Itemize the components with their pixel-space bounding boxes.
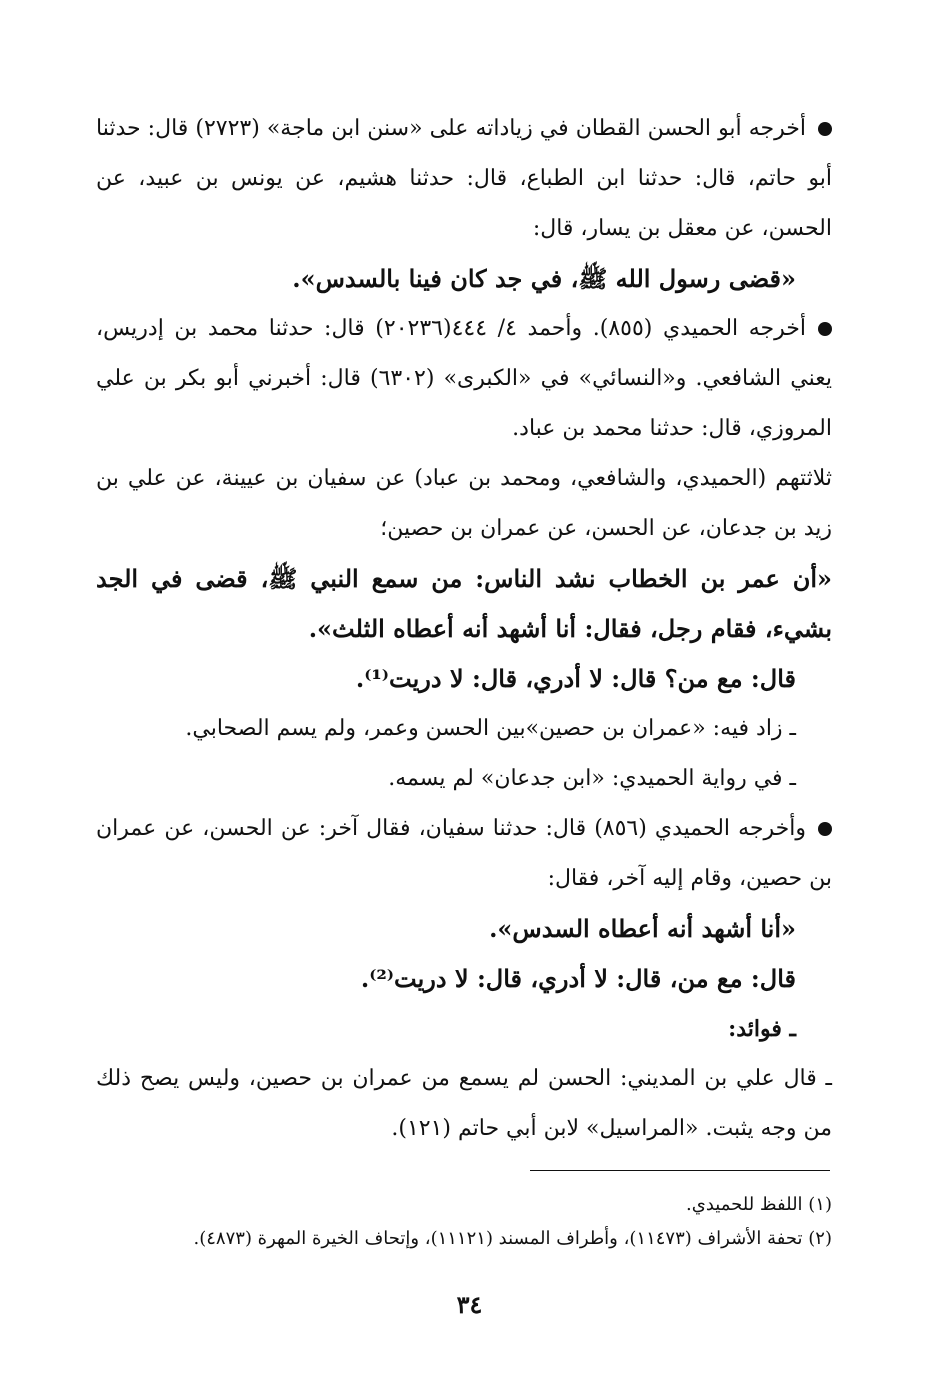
- footnotes: [96, 1188, 832, 1256]
- paragraph-isnad-summary: ثلاثتهم (الحميدي، والشافعي، ومحمد بن عباد) عن سفيان بن عيينة، عن علي بن زيد بن جدعان، عن الحسن، عن عمران بن حصين؛: [96, 466, 832, 541]
- main-text: [96, 104, 832, 1154]
- hadith-quote-2: «أن عمر بن الخطاب نشد الناس: من سمع النبي ﷺ، قضى في الجد بشيء، فقام رجل، فقال: أنا أشهد أنه أعطاه الثلث».: [96, 564, 832, 643]
- paragraph-ibn-madini-note: ـ قال علي بن المديني: الحسن لم يسمع من عمران بن حصين، وليس يصح ذلك من وجه يثبت. «المراسيل» لابن أبي حاتم (١٢١).: [96, 1066, 832, 1141]
- bullet-icon: [818, 322, 832, 336]
- footnote-divider: [530, 1170, 830, 1171]
- paragraph-ibn-majah-takhrij: أخرجه أبو الحسن القطان في زياداته على «سنن ابن ماجة» (٢٧٢٣) قال: حدثنا أبو حاتم، قال: حدثنا ابن الطباع، قال: حدثنا هشيم، عن يونس بن عبيد، عن الحسن، عن معقل بن يسار، قال:: [96, 116, 832, 241]
- footnote-1: (١) اللفظ للحميدي.: [686, 1194, 832, 1215]
- hadith-quote-1: «قضى رسول الله ﷺ، في جد كان فينا بالسدس».: [292, 264, 796, 293]
- hadith-dialogue-2: قال: مع من، قال: لا أدري، قال: لا دريت⁽²⁾.: [360, 964, 796, 993]
- bullet-icon: [818, 822, 832, 836]
- note-humaydi-narration: ـ في رواية الحميدي: «ابن جدعان» لم يسمه.: [388, 766, 796, 791]
- page-number: ٣٤: [456, 1290, 483, 1319]
- paragraph-humaydi-second: وأخرجه الحميدي (٨٥٦) قال: حدثنا سفيان، فقال آخر: عن الحسن، عن عمران بن حصين، وقام إليه آخر، فقال:: [96, 816, 832, 891]
- footnote-2: (٢) تحفة الأشراف (١١٤٧٣)، وأطراف المسند (١١١٢١)، وإتحاف الخيرة المهرة (٤٨٧٣).: [193, 1228, 832, 1249]
- hadith-dialogue-1: قال: مع من؟ قال: لا أدري، قال: لا دريت⁽¹⁾.: [355, 664, 796, 693]
- bullet-icon: [818, 122, 832, 136]
- paragraph-humaydi-takhrij: أخرجه الحميدي (٨٥٥). وأحمد ٤/ ٤٤٤(٢٠٢٣٦) قال: حدثنا محمد بن إدريس، يعني الشافعي. و«النسائي» في «الكبرى» (٦٣٠٢) قال: أخبرني أبو بكر بن علي المروزي، قال: حدثنا محمد بن عباد.: [96, 316, 832, 441]
- note-addition: ـ زاد فيه: «عمران بن حصين»بين الحسن وعمر، ولم يسم الصحابي.: [185, 716, 796, 741]
- hadith-quote-3: «أنا أشهد أنه أعطاه السدس».: [489, 914, 796, 943]
- benefits-heading: ـ فوائد:: [728, 1016, 796, 1042]
